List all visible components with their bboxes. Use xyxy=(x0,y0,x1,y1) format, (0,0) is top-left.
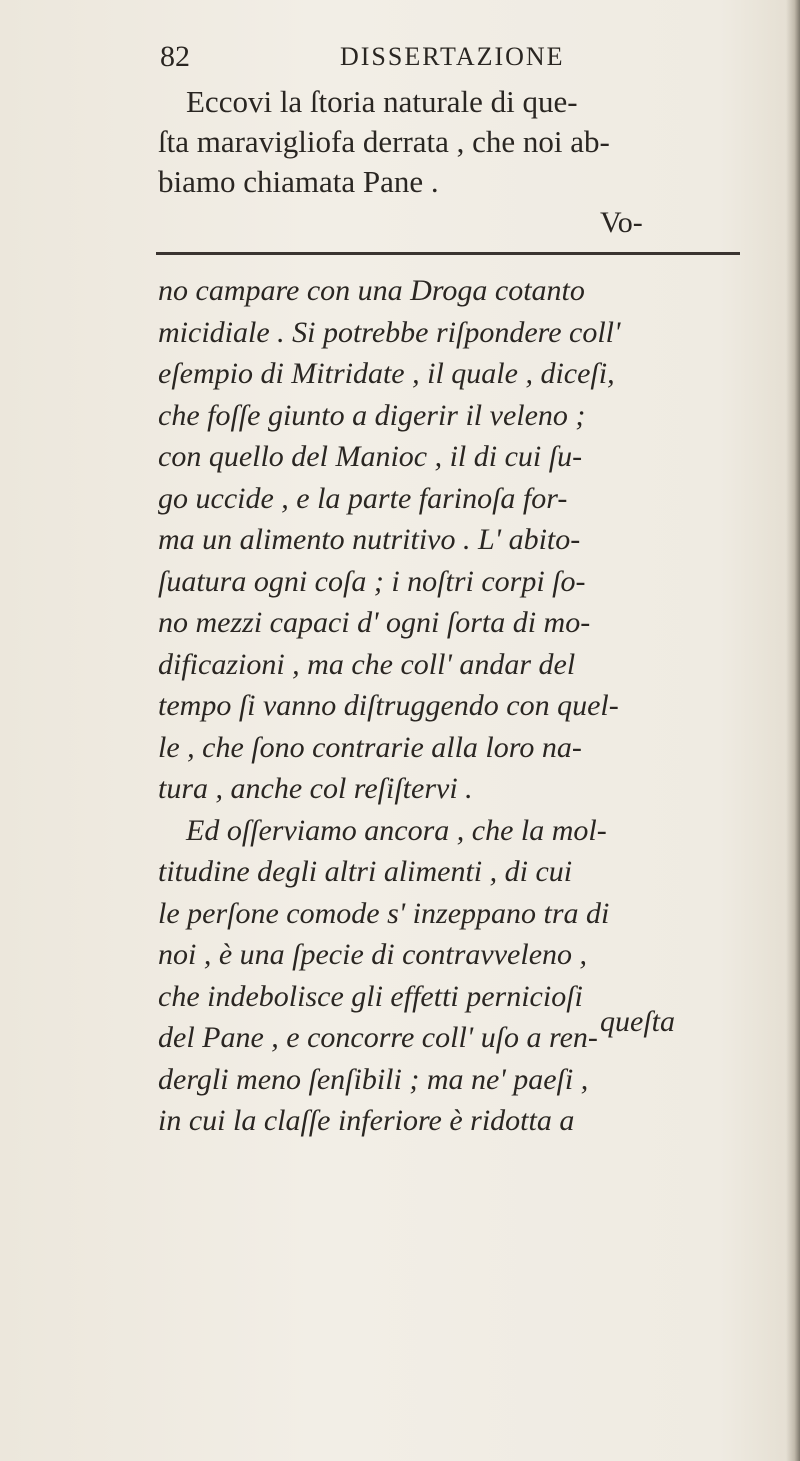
running-title: DISSERTAZIONE xyxy=(340,42,565,71)
page-edge-shadow xyxy=(786,0,800,1461)
text-line: le , che ſono contrarie alla loro na- xyxy=(158,730,582,764)
text-line: con quello del Manioc , il di cui ſu- xyxy=(158,440,583,473)
text-line: noi , è una ſpecie di contravveleno , xyxy=(158,938,588,971)
text-line: ma un alimento nutritivo . L' abito- xyxy=(158,523,581,556)
lower-catchword: queſta xyxy=(600,1005,675,1038)
text-line: eſempio di Mitridate , il quale , diceſi, xyxy=(158,357,615,390)
text-line: in cui la claſſe inferiore è ridotta a xyxy=(158,1104,575,1137)
upper-paragraph xyxy=(158,82,738,202)
text-line: go uccide , e la parte farinoſa for- xyxy=(158,481,568,515)
page-number: 82 xyxy=(160,40,190,73)
text-line: dergli meno ſenſibili ; ma ne' paeſi , xyxy=(158,1062,589,1096)
text-line: le perſone comode s' inzeppano tra di xyxy=(158,896,610,930)
page-header xyxy=(160,40,720,80)
text-line: Ed oſſerviamo ancora , che la mol- xyxy=(186,813,607,847)
upper-catchword: Vo- xyxy=(600,206,643,239)
text-line: ſta maravigliofa derrata , che noi ab- xyxy=(158,124,610,159)
text-line: micidiale . Si potrebbe riſpondere coll' xyxy=(158,315,621,349)
text-line: dificazioni , ma che coll' andar del xyxy=(158,647,576,681)
text-line: Eccovi la ſtoria naturale di que- xyxy=(186,84,578,119)
text-line: tura , anche col reſiſtervi . xyxy=(158,772,473,805)
text-line: no mezzi capaci d' ogni ſorta di mo- xyxy=(158,606,591,639)
text-line: ſuatura ogni coſa ; i noſtri corpi ſo- xyxy=(158,564,586,598)
text-line: che indebolisce gli effetti pernicioſi xyxy=(158,979,583,1013)
text-line: biamo chiamata Pane . xyxy=(158,164,439,199)
text-line: tempo ſi vanno diſtruggendo con quel- xyxy=(158,689,619,722)
text-line: titudine degli altri alimenti , di cui xyxy=(158,855,573,888)
text-line: del Pane , e concorre coll' uſo a ren- xyxy=(158,1021,598,1054)
text-line: no campare con una Droga cotanto xyxy=(158,274,585,307)
section-divider-rule xyxy=(156,252,740,255)
text-line: che foſſe giunto a digerir il veleno ; xyxy=(158,398,586,432)
